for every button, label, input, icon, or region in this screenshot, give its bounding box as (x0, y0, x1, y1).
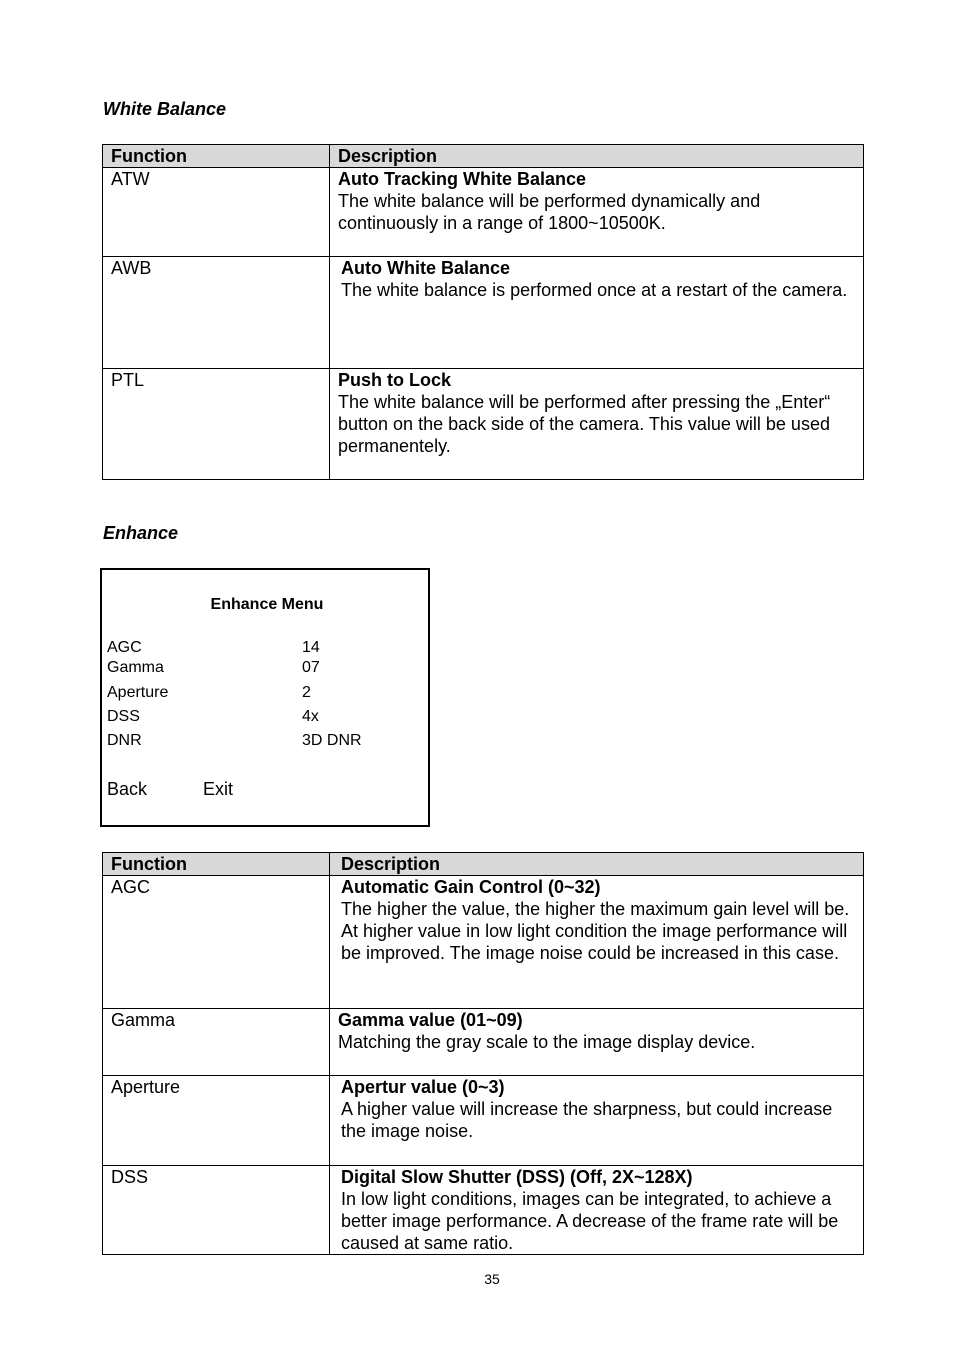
description-cell (330, 1009, 864, 1076)
description-text: Matching the gray scale to the image display device. (338, 1032, 756, 1052)
description-title: Auto White Balance (341, 258, 511, 278)
description-cell (330, 369, 864, 480)
description-text: The higher the value, the higher the maximum gain level will be. At higher value in low light condition the image performance will be improved. The image noise could be increased in this case. (341, 899, 850, 963)
description-title: Automatic Gain Control (0~32) (341, 877, 601, 897)
exit-button[interactable]: Exit (203, 779, 234, 799)
white-balance-heading: White Balance (103, 99, 227, 119)
function-cell: DSS (103, 1166, 330, 1255)
function-cell: Aperture (103, 1076, 330, 1166)
function-cell: PTL (103, 369, 330, 480)
description-title: Auto Tracking White Balance (338, 169, 587, 189)
description-cell (330, 876, 864, 1009)
table-row (103, 168, 864, 257)
menu-item-label: DSS (107, 708, 140, 725)
menu-title: Enhance Menu (210, 596, 324, 613)
menu-item-value: 2 (302, 684, 311, 701)
function-cell: ATW (103, 168, 330, 257)
description-text: The white balance will be performed after pressing the „Enter“ button on the back side of the camera. This value will be used permanentely. (338, 392, 831, 456)
function-column-header: Function (103, 853, 330, 876)
enhance-table (102, 852, 864, 1255)
description-cell (330, 257, 864, 369)
menu-item-value: 07 (302, 659, 320, 676)
description-text: A higher value will increase the sharpness, but could increase the image noise. (341, 1099, 833, 1141)
description-text: The white balance will be performed dynamically and continuously in a range of 1800~10500K. (338, 191, 761, 233)
table-row (103, 369, 864, 480)
white-balance-table (102, 144, 864, 480)
description-cell (330, 1076, 864, 1166)
table-row (103, 1166, 864, 1255)
enhance-menu-osd (100, 568, 430, 827)
menu-item-label: DNR (107, 732, 142, 749)
enhance-heading: Enhance (103, 523, 179, 543)
menu-item-label: Gamma (107, 659, 164, 676)
table-header-row (103, 145, 864, 168)
menu-item-value: 14 (302, 639, 320, 656)
function-cell: AGC (103, 876, 330, 1009)
function-cell: Gamma (103, 1009, 330, 1076)
table-header-row (103, 853, 864, 876)
function-column-header: Function (103, 145, 330, 168)
table-row (103, 876, 864, 1009)
description-text: The white balance is performed once at a restart of the camera. (341, 280, 848, 300)
page-number: 35 (484, 1271, 500, 1287)
description-title: Gamma value (01~09) (338, 1010, 523, 1030)
description-column-header: Description (330, 853, 864, 876)
description-text: In low light conditions, images can be integrated, to achieve a better image performance. A decrease of the frame rate will be caused at same ratio. (341, 1189, 839, 1253)
description-title: Digital Slow Shutter (DSS) (Off, 2X~128X) (341, 1167, 693, 1187)
back-button[interactable]: Back (107, 779, 148, 799)
description-cell (330, 1166, 864, 1255)
description-column-header: Description (330, 145, 864, 168)
description-title: Push to Lock (338, 370, 452, 390)
menu-item-value: 4x (302, 708, 319, 725)
menu-item-label: Aperture (107, 684, 169, 701)
table-row (103, 257, 864, 369)
function-cell: AWB (103, 257, 330, 369)
description-title: Apertur value (0~3) (341, 1077, 505, 1097)
menu-item-label: AGC (107, 639, 142, 656)
menu-item-value: 3D DNR (302, 732, 362, 749)
table-row (103, 1009, 864, 1076)
description-cell (330, 168, 864, 257)
table-row (103, 1076, 864, 1166)
